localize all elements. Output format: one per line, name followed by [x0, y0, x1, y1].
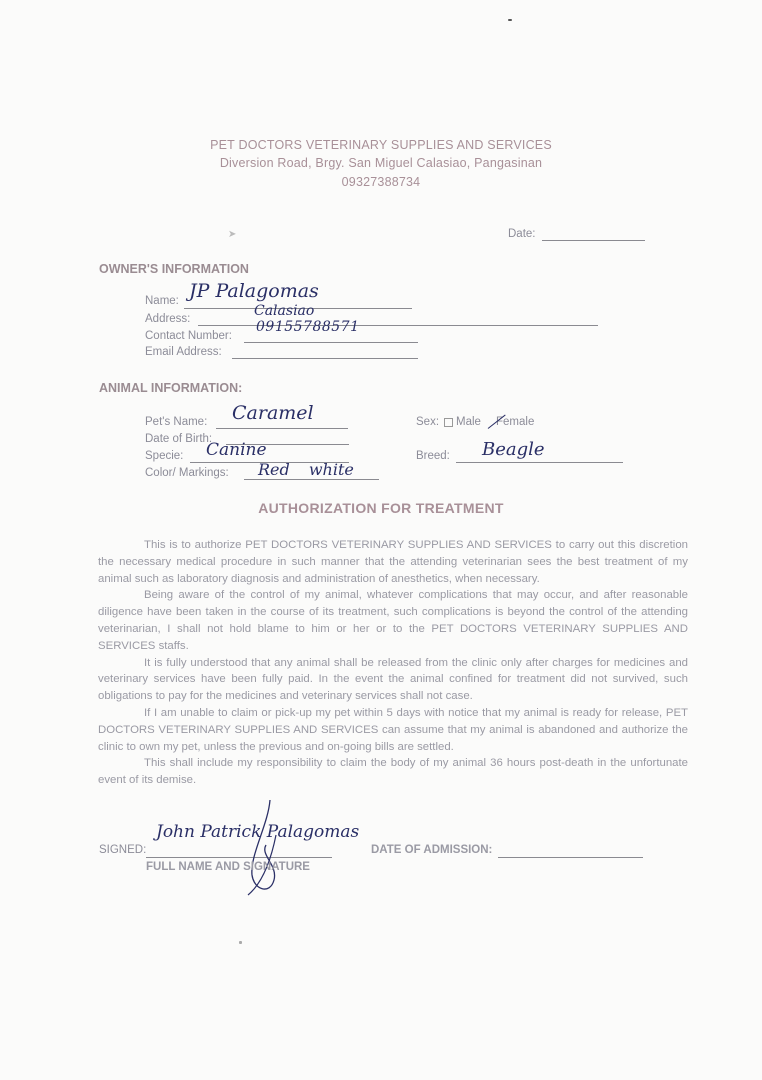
admission-date-field[interactable] — [498, 857, 643, 858]
clinic-address: Diversion Road, Brgy. San Miguel Calasiao, Pangasinan — [219, 156, 543, 170]
color-value: Red white — [258, 460, 354, 479]
pet-name-value: Caramel — [232, 402, 314, 424]
admission-label: DATE OF ADMISSION: — [371, 844, 493, 856]
owner-name-value: JP Palagomas — [189, 280, 319, 302]
scan-speck — [239, 941, 242, 944]
owner-address-value: Calasiao — [254, 303, 315, 319]
female-label: Female — [496, 416, 535, 428]
owner-address-label: Address: — [145, 313, 191, 325]
specie-label: Specie: — [145, 450, 184, 462]
clinic-phone: 09327388734 — [341, 175, 421, 189]
owner-email-label: Email Address: — [145, 346, 222, 358]
signed-label: SIGNED: — [99, 844, 147, 856]
signature-flourish — [230, 795, 310, 905]
authorization-paragraph: If I am unable to claim or pick-up my pet within 5 days with notice that my animal is ready for release, PET DOCTORS VETERINARY SUPPLIES AND SERVICES can assume that my animal is abandoned and authorize the clinic to own my pet, unless the previous and on-going bills are settled. — [98, 706, 688, 753]
pet-name-field[interactable] — [216, 428, 348, 429]
male-label: Male — [456, 416, 481, 428]
authorization-body — [0, 537, 762, 789]
owner-section-title: OWNER'S INFORMATION — [99, 262, 249, 276]
owner-contact-value: 09155788571 — [256, 319, 360, 335]
breed-value: Beagle — [482, 439, 545, 460]
dob-label: Date of Birth: — [145, 433, 213, 445]
owner-contact-field[interactable] — [244, 342, 418, 343]
color-label: Color/ Markings: — [145, 467, 229, 479]
signature-value: John Patrick Palagomas — [156, 822, 360, 842]
authorization-paragraph: It is fully understood that any animal shall be released from the clinic only after charges for medicines and veterinary services have been fully paid. In the event the animal confined for treatment did not survived, such obligations to pay for the medicines and veterinary services shall not case. — [98, 656, 688, 703]
full-name-label: FULL NAME AND SIGNATURE — [146, 861, 310, 873]
owner-contact-label: Contact Number: — [145, 330, 232, 342]
breed-label: Breed: — [416, 450, 450, 462]
authorization-paragraph: Being aware of the control of my animal, whatever complications that may occur, and after reasonable diligence have been taken in the course of its treatment, such complications is beyond the control of the attending veterinarian, I shall not hold blame to him or her or to the PET DOCTORS VETERINARY SUPPLIES AND SERVICES staffs. — [98, 589, 688, 652]
clinic-name: PET DOCTORS VETERINARY SUPPLIES AND SERVICES — [210, 138, 552, 152]
specie-value: Canine — [206, 440, 267, 460]
color-field[interactable] — [244, 479, 379, 480]
date-field[interactable] — [542, 240, 645, 241]
scan-speck: ➤ — [228, 229, 237, 240]
animal-section-title: ANIMAL INFORMATION: — [99, 381, 243, 395]
male-checkbox[interactable] — [444, 418, 453, 427]
authorization-title: AUTHORIZATION FOR TREATMENT — [258, 500, 504, 516]
breed-field[interactable] — [456, 462, 623, 463]
owner-email-field[interactable] — [232, 358, 418, 359]
scan-speck — [508, 19, 512, 21]
authorization-paragraph: This is to authorize PET DOCTORS VETERINARY SUPPLIES AND SERVICES to carry out this discretion the necessary medical procedure in such manner that the attending veterinarian sees the best treatment of my animal such as laboratory diagnosis and administration of anesthetics, when necessary. — [98, 539, 688, 585]
authorization-paragraph: This shall include my responsibility to claim the body of my animal 36 hours post-death in the unfortunate event of its demise. — [98, 757, 688, 787]
sex-label: Sex: — [416, 416, 440, 428]
owner-name-label: Name: — [145, 295, 179, 307]
pet-name-label: Pet's Name: — [145, 416, 208, 428]
date-label: Date: — [508, 228, 536, 240]
